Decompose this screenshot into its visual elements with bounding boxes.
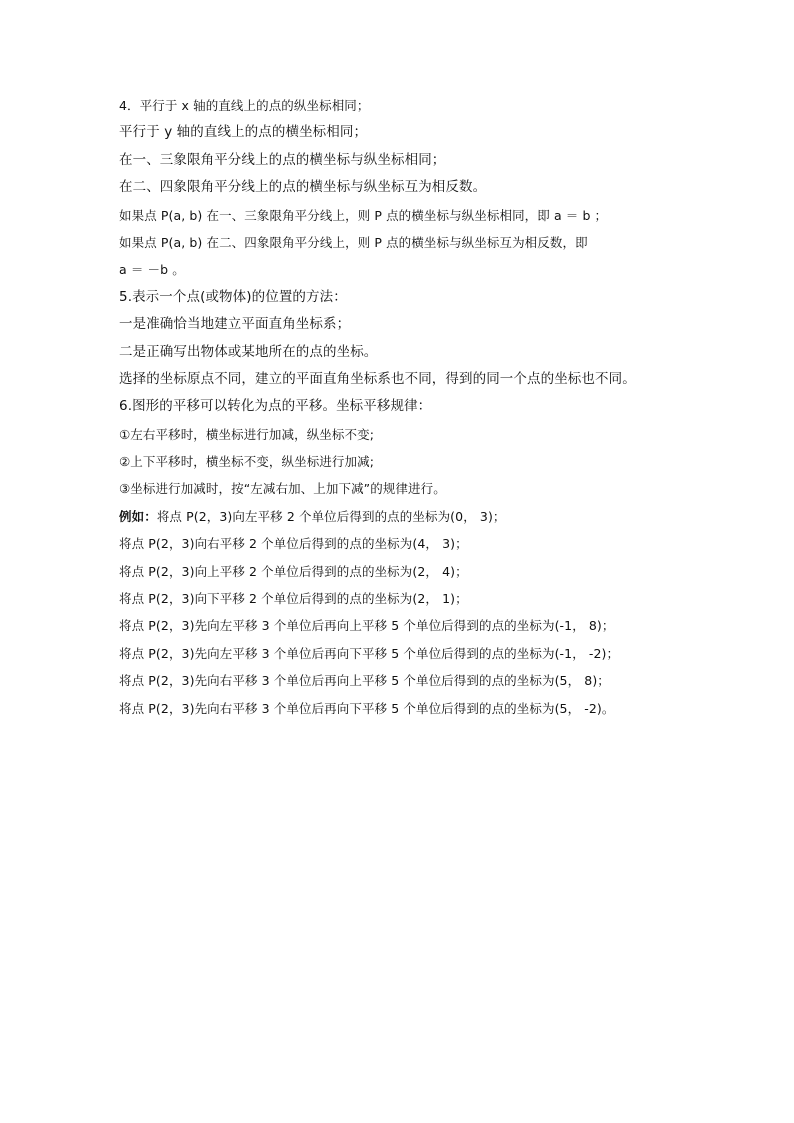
- text-line: 一是准确恰当地建立平面直角坐标系；: [119, 316, 351, 333]
- example-line: [119, 503, 679, 530]
- text-line: a ＝ －b 。: [119, 262, 185, 278]
- text-line: 如果点 P(a, b) 在二、四象限角平分线上，则 P 点的横坐标与纵坐标互为相反数，即: [119, 234, 588, 250]
- example-line: 将点 P(2，3)先向右平移 3 个单位后再向上平移 5 个单位后得到的点的坐标为(5， 8)；: [119, 673, 610, 689]
- example-line: 将点 P(2，3)先向右平移 3 个单位后再向下平移 5 个单位后得到的点的坐标为(5， -2)。: [119, 700, 615, 716]
- text-line: ②上下平移时，横坐标不变，纵坐标进行加减;: [119, 454, 375, 470]
- example-line: 将点 P(2，3)先向左平移 3 个单位后再向下平移 5 个单位后得到的点的坐标为(-1， -2)；: [119, 645, 620, 661]
- text-line: 在二、四象限角平分线上的点的横坐标与纵坐标互为相反数。: [119, 179, 487, 196]
- text-line: 二是正确写出物体或某地所在的点的坐标。: [119, 343, 378, 360]
- text-line: ①左右平移时，横坐标进行加减，纵坐标不变;: [119, 426, 375, 442]
- example-label: 例如：: [119, 508, 157, 524]
- document-body: [119, 92, 679, 722]
- example-text: 将点 P(2，3)向左平移 2 个单位后得到的点的坐标为(0， 3)；: [156, 508, 506, 524]
- example-line: 将点 P(2，3)向下平移 2 个单位后得到的点的坐标为(2， 1)；: [119, 591, 468, 607]
- text-line: 4．平行于 x 轴的直线上的点的纵坐标相同；: [119, 98, 370, 113]
- text-line: 5.表示一个点(或物体)的位置的方法：: [119, 288, 347, 305]
- example-line: 将点 P(2，3)向上平移 2 个单位后得到的点的坐标为(2， 4)；: [119, 563, 468, 579]
- text-line: 平行于 y 轴的直线上的点的横坐标相同；: [119, 124, 368, 141]
- text-line: 如果点 P(a, b) 在一、三象限角平分线上，则 P 点的横坐标与纵坐标相同，即 a ＝ b ；: [119, 207, 608, 223]
- example-line: 将点 P(2，3)先向左平移 3 个单位后再向上平移 5 个单位后得到的点的坐标为(-1， 8)；: [119, 618, 615, 634]
- text-line: ③坐标进行加减时，按“左减右加、上加下减”的规律进行。: [119, 481, 446, 497]
- text-line: 6.图形的平移可以转化为点的平移。坐标平移规律：: [119, 398, 432, 415]
- text-line: 选择的坐标原点不同，建立的平面直角坐标系也不同，得到的同一个点的坐标也不同。: [119, 370, 636, 387]
- text-line: 在一、三象限角平分线上的点的横坐标与纵坐标相同；: [119, 151, 446, 168]
- example-line: 将点 P(2，3)向右平移 2 个单位后得到的点的坐标为(4， 3)；: [119, 536, 468, 552]
